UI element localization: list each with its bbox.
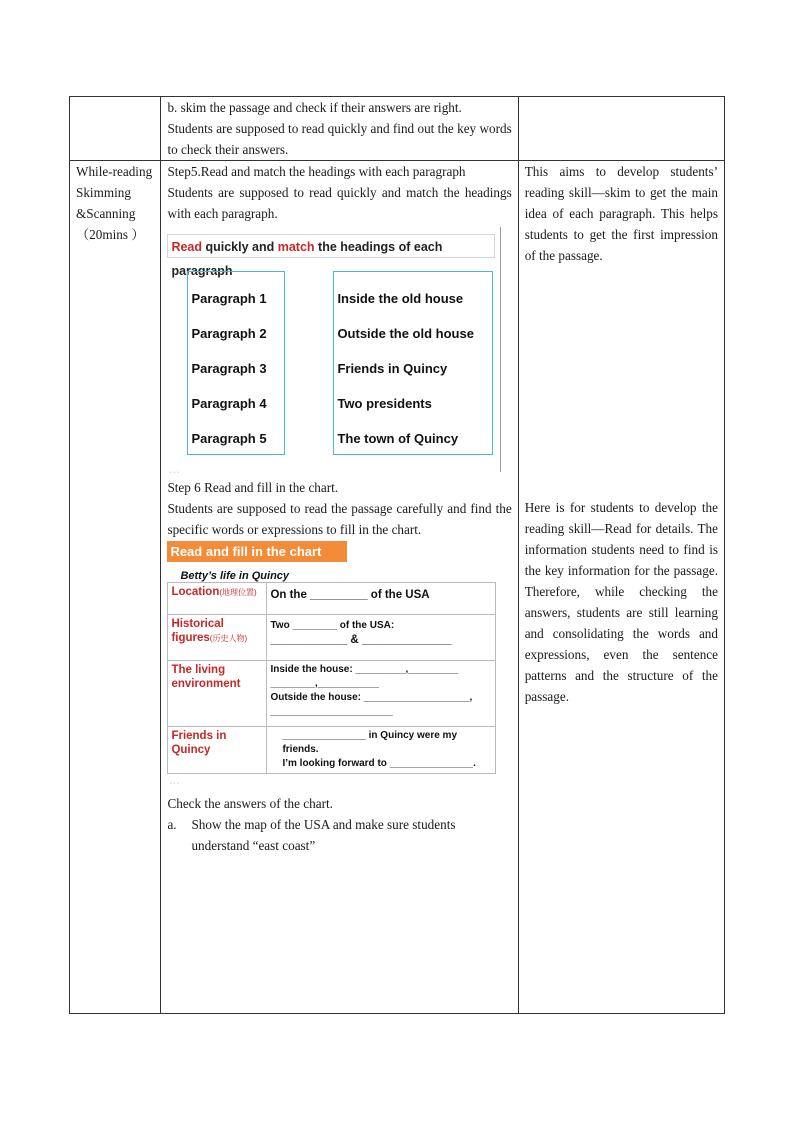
divider (500, 227, 501, 472)
table-row (168, 615, 496, 661)
row-content: Two ________ of the USA: ____________ & ______________ (267, 615, 496, 661)
step6-title: Step 6 Read and fill in the chart. (167, 480, 339, 495)
table-row (168, 583, 496, 615)
stage-cell (70, 97, 161, 161)
table-row (70, 97, 725, 161)
procedure-line: b. skim the passage and check if their answers are right. (167, 100, 462, 115)
slide-header: Read quickly and match the headings of each paragraph (167, 234, 495, 258)
step5-title: Step5.Read and match the headings with each paragraph (167, 164, 466, 179)
row-label: Friends in Quincy (168, 727, 267, 774)
slide-subtitle: Betty’s life in Quincy (180, 570, 290, 582)
purpose-text: This aims to develop students’ reading skill—skim to get the main idea of each paragraph. This helps students to get the first impression of the passage. (524, 164, 718, 263)
list-item: Paragraph 3 (191, 361, 267, 376)
step6-description: Students are supposed to read the passage carefully and find the specific words or expressions to fill in the chart. (167, 501, 512, 537)
check-title: Check the answers of the chart. (167, 796, 333, 811)
stage-line: While-reading (76, 164, 153, 179)
procedure-cell (161, 97, 518, 161)
row-content: On the _________ of the USA (267, 583, 496, 615)
purpose-text: Here is for students to develop the reading skill—Read for details. The information students need to find is the key information for the passage. Therefore, while checking the answers, students are still learning and consolidating the words and expressions, even the sentence patterns and the structure of the passage. (524, 500, 718, 704)
row-content: _______________ in Quincy were my friends. I’m looking forward to _______________. (267, 727, 496, 774)
fill-chart-slide (167, 541, 503, 793)
row-label: Historical figures(历史人物) (168, 615, 267, 661)
purpose-cell (518, 161, 724, 1014)
list-item: Paragraph 4 (191, 396, 267, 411)
stage-line: （20mins ） (76, 227, 145, 242)
slide-title: Read and fill in the chart (167, 541, 347, 562)
list-marker: a. (167, 817, 177, 832)
stage-cell (70, 161, 161, 1014)
watermark-mark: ▪ ▪ ▪ (169, 470, 180, 476)
stage-line: Skimming (76, 185, 131, 200)
lesson-plan-table (69, 96, 725, 1014)
list-item: Paragraph 2 (191, 326, 267, 341)
check-item-a (167, 814, 511, 856)
list-item: Friends in Quincy (337, 361, 448, 376)
list-item: Paragraph 5 (191, 431, 267, 446)
step5-description: Students are supposed to read quickly and match the headings with each paragraph. (167, 185, 512, 221)
stage-line: &Scanning (76, 206, 136, 221)
row-content: Inside the house: _________,_________ ________,___________ Outside the house: ___________________, ______________________ (267, 661, 496, 727)
check-item-text: Show the map of the USA and make sure students understand “east coast” (191, 817, 456, 853)
list-item: The town of Quincy (337, 431, 459, 446)
watermark-mark: ▪ ▪ ▪ (169, 781, 180, 787)
row-label: Location(地理位置) (168, 583, 267, 615)
list-item: Inside the old house (337, 291, 464, 306)
paragraph-list (187, 271, 285, 455)
procedure-cell (161, 161, 518, 1014)
table-row (168, 727, 496, 774)
purpose-cell (518, 97, 724, 161)
heading-list (333, 271, 493, 455)
list-item: Paragraph 1 (191, 291, 267, 306)
fill-in-chart (167, 582, 496, 774)
table-row (168, 661, 496, 727)
list-item: Two presidents (337, 396, 432, 411)
table-row (70, 161, 725, 1014)
procedure-line: Students are supposed to read quickly and find out the key words to check their answers. (167, 121, 512, 157)
row-label: The living environment (168, 661, 267, 727)
list-item: Outside the old house (337, 326, 474, 341)
matching-slide (167, 227, 503, 477)
